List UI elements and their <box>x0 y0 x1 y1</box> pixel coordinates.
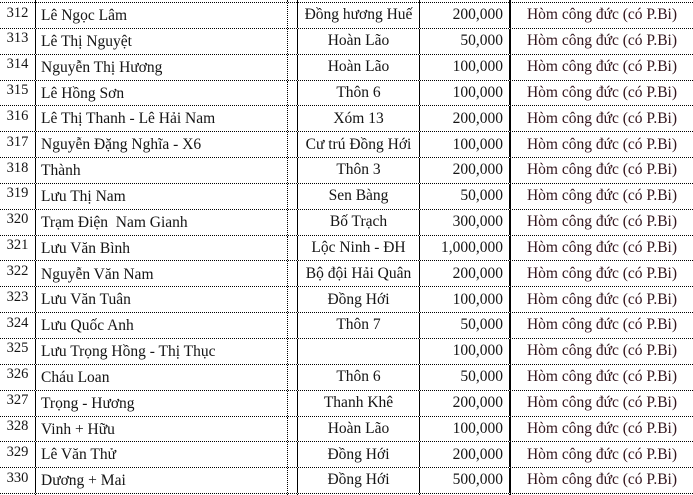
donor-name: Nguyễn Văn Nam <box>41 265 154 283</box>
rows-container <box>0 3 693 494</box>
location-cell[interactable] <box>298 417 420 442</box>
donor-name: Lưu Thị Nam <box>41 187 126 205</box>
location: Đồng Hới <box>327 290 390 308</box>
row-number: 323 <box>6 288 29 305</box>
row-number-cell[interactable] <box>0 339 36 364</box>
donor-name-cell[interactable] <box>36 29 288 54</box>
row-number-cell[interactable] <box>0 313 36 338</box>
amount: 200,000 <box>452 264 503 282</box>
table-row <box>0 55 693 81</box>
row-number: 330 <box>6 469 29 486</box>
note: Hòm công đức (có P.Bi) <box>526 161 678 179</box>
note: Hòm công đức (có P.Bi) <box>526 290 678 308</box>
row-number-cell[interactable] <box>0 210 36 235</box>
note: Hòm công đức (có P.Bi) <box>526 32 678 50</box>
spacer-cell <box>288 339 298 364</box>
note-cell[interactable] <box>511 55 693 80</box>
row-number: 327 <box>6 392 29 409</box>
row-number-cell[interactable] <box>0 106 36 131</box>
amount: 50,000 <box>460 32 503 50</box>
donor-name-cell[interactable] <box>36 158 288 183</box>
amount: 200,000 <box>452 6 503 24</box>
location: Thôn 3 <box>336 161 381 179</box>
note-cell[interactable] <box>511 313 693 338</box>
location-cell[interactable] <box>298 106 420 131</box>
donor-name-cell[interactable] <box>36 339 288 364</box>
location-cell[interactable] <box>298 132 420 157</box>
amount-cell[interactable] <box>420 339 511 364</box>
location: Hoàn Lão <box>327 419 390 437</box>
note: Hòm công đức (có P.Bi) <box>526 213 678 231</box>
amount-cell[interactable] <box>420 468 511 493</box>
amount: 300,000 <box>452 213 503 231</box>
donor-name-cell[interactable] <box>36 442 288 467</box>
amount: 1,000,000 <box>441 238 503 256</box>
amount: 100,000 <box>452 419 503 437</box>
row-number: 315 <box>6 82 29 99</box>
donor-name-cell[interactable] <box>36 391 288 416</box>
location-cell[interactable] <box>298 81 420 106</box>
spacer-cell <box>288 3 298 28</box>
table-row <box>0 468 693 494</box>
location-cell[interactable] <box>298 55 420 80</box>
location-cell[interactable] <box>298 158 420 183</box>
row-number-cell[interactable] <box>0 3 36 28</box>
location-cell[interactable] <box>298 442 420 467</box>
location: Hoàn Lão <box>327 57 390 75</box>
table-row <box>0 442 693 468</box>
location-cell[interactable] <box>298 29 420 54</box>
amount-cell[interactable] <box>420 210 511 235</box>
row-number: 319 <box>6 185 29 202</box>
location: Thanh Khê <box>323 393 394 411</box>
location-cell[interactable] <box>298 236 420 261</box>
note: Hòm công đức (có P.Bi) <box>526 393 678 411</box>
row-number: 320 <box>6 211 29 228</box>
table-row <box>0 417 693 443</box>
amount-cell[interactable] <box>420 287 511 312</box>
spacer-cell <box>288 236 298 261</box>
note-cell[interactable] <box>511 261 693 286</box>
row-number: 317 <box>6 133 29 150</box>
row-number: 328 <box>6 418 29 434</box>
amount: 100,000 <box>452 342 503 360</box>
row-number-cell[interactable] <box>0 184 36 209</box>
amount: 100,000 <box>452 57 503 75</box>
donor-name: Cháu Loan <box>41 368 110 386</box>
donor-name-cell[interactable] <box>36 55 288 80</box>
location: Xóm 13 <box>333 109 384 127</box>
amount-cell[interactable] <box>420 313 511 338</box>
donor-name: Dương + Mai <box>41 472 126 490</box>
row-number: 321 <box>6 237 29 254</box>
location: Sen Bàng <box>328 187 389 205</box>
note: Hòm công đức (có P.Bi) <box>526 109 678 127</box>
row-number: 316 <box>6 107 29 124</box>
note: Hòm công đức (có P.Bi) <box>526 83 678 101</box>
amount-cell[interactable] <box>420 3 511 28</box>
donor-name: Lê Hồng Sơn <box>41 84 125 102</box>
row-number: 326 <box>6 366 29 383</box>
row-number: 325 <box>6 340 29 357</box>
spacer-cell <box>288 391 298 416</box>
note: Hòm công đức (có P.Bi) <box>526 368 678 386</box>
amount-cell[interactable] <box>420 417 511 442</box>
note: Hòm công đức (có P.Bi) <box>526 316 678 334</box>
donor-name-cell[interactable] <box>36 417 288 442</box>
row-number-cell[interactable] <box>0 132 36 157</box>
row-number: 324 <box>6 314 29 331</box>
donor-name: Nguyễn Đặng Nghĩa - X6 <box>41 136 202 154</box>
amount-cell[interactable] <box>420 55 511 80</box>
amount: 200,000 <box>452 445 503 463</box>
note-cell[interactable] <box>511 339 693 364</box>
row-number-cell[interactable] <box>0 468 36 493</box>
location-cell[interactable] <box>298 339 420 364</box>
table-row <box>0 3 693 29</box>
location: Lộc Ninh - ĐH <box>311 238 406 256</box>
row-number-cell[interactable] <box>0 236 36 261</box>
note: Hòm công đức (có P.Bi) <box>526 445 678 463</box>
spacer-cell <box>288 313 298 338</box>
location: Thôn 6 <box>336 83 381 101</box>
donor-name: Lê Ngọc Lâm <box>41 7 128 25</box>
note-cell[interactable] <box>511 210 693 235</box>
amount-cell[interactable] <box>420 132 511 157</box>
note-cell[interactable] <box>511 417 693 442</box>
spacer-cell <box>288 55 298 80</box>
amount-cell[interactable] <box>420 184 511 209</box>
location: Thôn 7 <box>336 316 381 334</box>
row-number-cell[interactable] <box>0 365 36 390</box>
note: Hòm công đức (có P.Bi) <box>526 264 678 282</box>
donor-name-cell[interactable] <box>36 106 288 131</box>
amount: 100,000 <box>452 135 503 153</box>
table-row <box>0 287 693 313</box>
amount-cell[interactable] <box>420 106 511 131</box>
spacer-cell <box>288 261 298 286</box>
table-row <box>0 365 693 391</box>
table-row <box>0 261 693 287</box>
table-row <box>0 339 693 365</box>
amount-cell[interactable] <box>420 365 511 390</box>
location: Bộ đội Hải Quân <box>305 264 412 282</box>
row-number-cell[interactable] <box>0 81 36 106</box>
note: Hòm công đức (có P.Bi) <box>526 6 678 24</box>
donor-name-cell[interactable] <box>36 365 288 390</box>
row-number-cell[interactable] <box>0 442 36 467</box>
amount: 50,000 <box>460 316 503 334</box>
amount-cell[interactable] <box>420 442 511 467</box>
amount: 200,000 <box>452 109 503 127</box>
row-number-cell[interactable] <box>0 158 36 183</box>
table-row <box>0 132 693 158</box>
location-cell[interactable] <box>298 468 420 493</box>
spacer-cell <box>288 210 298 235</box>
donor-name: Lưu Quốc Anh <box>41 317 134 335</box>
note-cell[interactable] <box>511 391 693 416</box>
table-row <box>0 81 693 107</box>
donor-name: Trọng - Hương <box>41 394 135 412</box>
row-number-cell[interactable] <box>0 261 36 286</box>
amount-cell[interactable] <box>420 391 511 416</box>
donor-name: Lưu Văn Tuân <box>41 291 131 309</box>
location-cell[interactable] <box>298 287 420 312</box>
note: Hòm công đức (có P.Bi) <box>526 187 678 205</box>
location-cell[interactable] <box>298 365 420 390</box>
note-cell[interactable] <box>511 3 693 28</box>
note-cell[interactable] <box>511 29 693 54</box>
location: Bố Trạch <box>329 213 388 231</box>
location: Đồng hương Huế <box>304 6 413 24</box>
note: Hòm công đức (có P.Bi) <box>526 57 678 75</box>
donor-name-cell[interactable] <box>36 287 288 312</box>
amount: 200,000 <box>452 393 503 411</box>
donor-name: Vinh + Hữu <box>41 420 115 438</box>
note-cell[interactable] <box>511 236 693 261</box>
donor-name-cell[interactable] <box>36 210 288 235</box>
donor-name: Lưu Trọng Hồng - Thị Thục <box>41 343 216 361</box>
note-cell[interactable] <box>511 132 693 157</box>
table-row <box>0 184 693 210</box>
location-cell[interactable] <box>298 261 420 286</box>
note-cell[interactable] <box>511 365 693 390</box>
note: Hòm công đức (có P.Bi) <box>526 135 678 153</box>
donor-name-cell[interactable] <box>36 3 288 28</box>
table-row <box>0 158 693 184</box>
location-cell[interactable] <box>298 210 420 235</box>
spacer-cell <box>288 365 298 390</box>
row-number-cell[interactable] <box>0 391 36 416</box>
donor-name: Lưu Văn Bình <box>41 239 131 257</box>
donor-name-cell[interactable] <box>36 313 288 338</box>
donor-name: Nguyễn Thị Hương <box>41 58 163 76</box>
table-row <box>0 313 693 339</box>
row-number: 322 <box>6 262 29 279</box>
donor-name: Lê Thị Thanh - Lê Hải Nam <box>41 110 216 128</box>
amount-cell[interactable] <box>420 29 511 54</box>
row-number-cell[interactable] <box>0 29 36 54</box>
note: Hòm công đức (có P.Bi) <box>526 342 678 360</box>
donor-name-cell[interactable] <box>36 468 288 493</box>
location-cell[interactable] <box>298 3 420 28</box>
note-cell[interactable] <box>511 106 693 131</box>
location: Hoàn Lão <box>327 32 390 50</box>
row-number: 312 <box>6 4 29 21</box>
table-row <box>0 236 693 262</box>
amount: 500,000 <box>452 471 503 489</box>
amount-cell[interactable] <box>420 236 511 261</box>
note-cell[interactable] <box>511 468 693 493</box>
location: Cư trú Đồng Hới <box>305 135 412 153</box>
spacer-cell <box>288 81 298 106</box>
donor-name-cell[interactable] <box>36 184 288 209</box>
amount: 100,000 <box>452 290 503 308</box>
note-cell[interactable] <box>511 184 693 209</box>
row-number: 318 <box>6 159 29 176</box>
note: Hòm công đức (có P.Bi) <box>526 238 678 256</box>
amount-cell[interactable] <box>420 261 511 286</box>
note: Hòm công đức (có P.Bi) <box>526 419 678 437</box>
row-number: 314 <box>6 56 29 73</box>
location-cell[interactable] <box>298 313 420 338</box>
row-number: 329 <box>6 443 29 460</box>
amount: 50,000 <box>460 368 503 386</box>
table-row <box>0 106 693 132</box>
spacer-cell <box>288 442 298 467</box>
amount: 200,000 <box>452 161 503 179</box>
donor-name: Lê Văn Thử <box>41 446 116 464</box>
location: Đồng Hới <box>327 445 390 463</box>
donor-name: Thành <box>41 162 81 180</box>
donor-name: Lê Thị Nguyệt <box>41 32 132 50</box>
row-number-cell[interactable] <box>0 287 36 312</box>
note-cell[interactable] <box>511 81 693 106</box>
note-cell[interactable] <box>511 287 693 312</box>
spacer-cell <box>288 29 298 54</box>
spacer-cell <box>288 417 298 442</box>
row-number: 313 <box>6 30 29 47</box>
amount: 50,000 <box>460 187 503 205</box>
location-cell[interactable] <box>298 184 420 209</box>
spacer-cell <box>288 184 298 209</box>
table-row <box>0 391 693 417</box>
amount-cell[interactable] <box>420 81 511 106</box>
spacer-cell <box>288 468 298 493</box>
row-number-cell[interactable] <box>0 55 36 80</box>
donor-name-cell[interactable] <box>36 132 288 157</box>
donor-name-cell[interactable] <box>36 236 288 261</box>
note: Hòm công đức (có P.Bi) <box>526 471 678 489</box>
spacer-cell <box>288 132 298 157</box>
location: Đồng Hới <box>327 471 390 489</box>
location-cell[interactable] <box>298 391 420 416</box>
amount-cell[interactable] <box>420 158 511 183</box>
donor-name-cell[interactable] <box>36 261 288 286</box>
location: Thôn 6 <box>336 368 381 386</box>
row-number-cell[interactable] <box>0 417 36 442</box>
spacer-cell <box>288 158 298 183</box>
table-row <box>0 210 693 236</box>
spacer-cell <box>288 106 298 131</box>
amount: 100,000 <box>452 83 503 101</box>
spacer-cell <box>288 287 298 312</box>
note-cell[interactable] <box>511 442 693 467</box>
donor-name: Trạm Điện Nam Gianh <box>41 213 188 231</box>
table-row <box>0 29 693 55</box>
donor-name-cell[interactable] <box>36 81 288 106</box>
note-cell[interactable] <box>511 158 693 183</box>
